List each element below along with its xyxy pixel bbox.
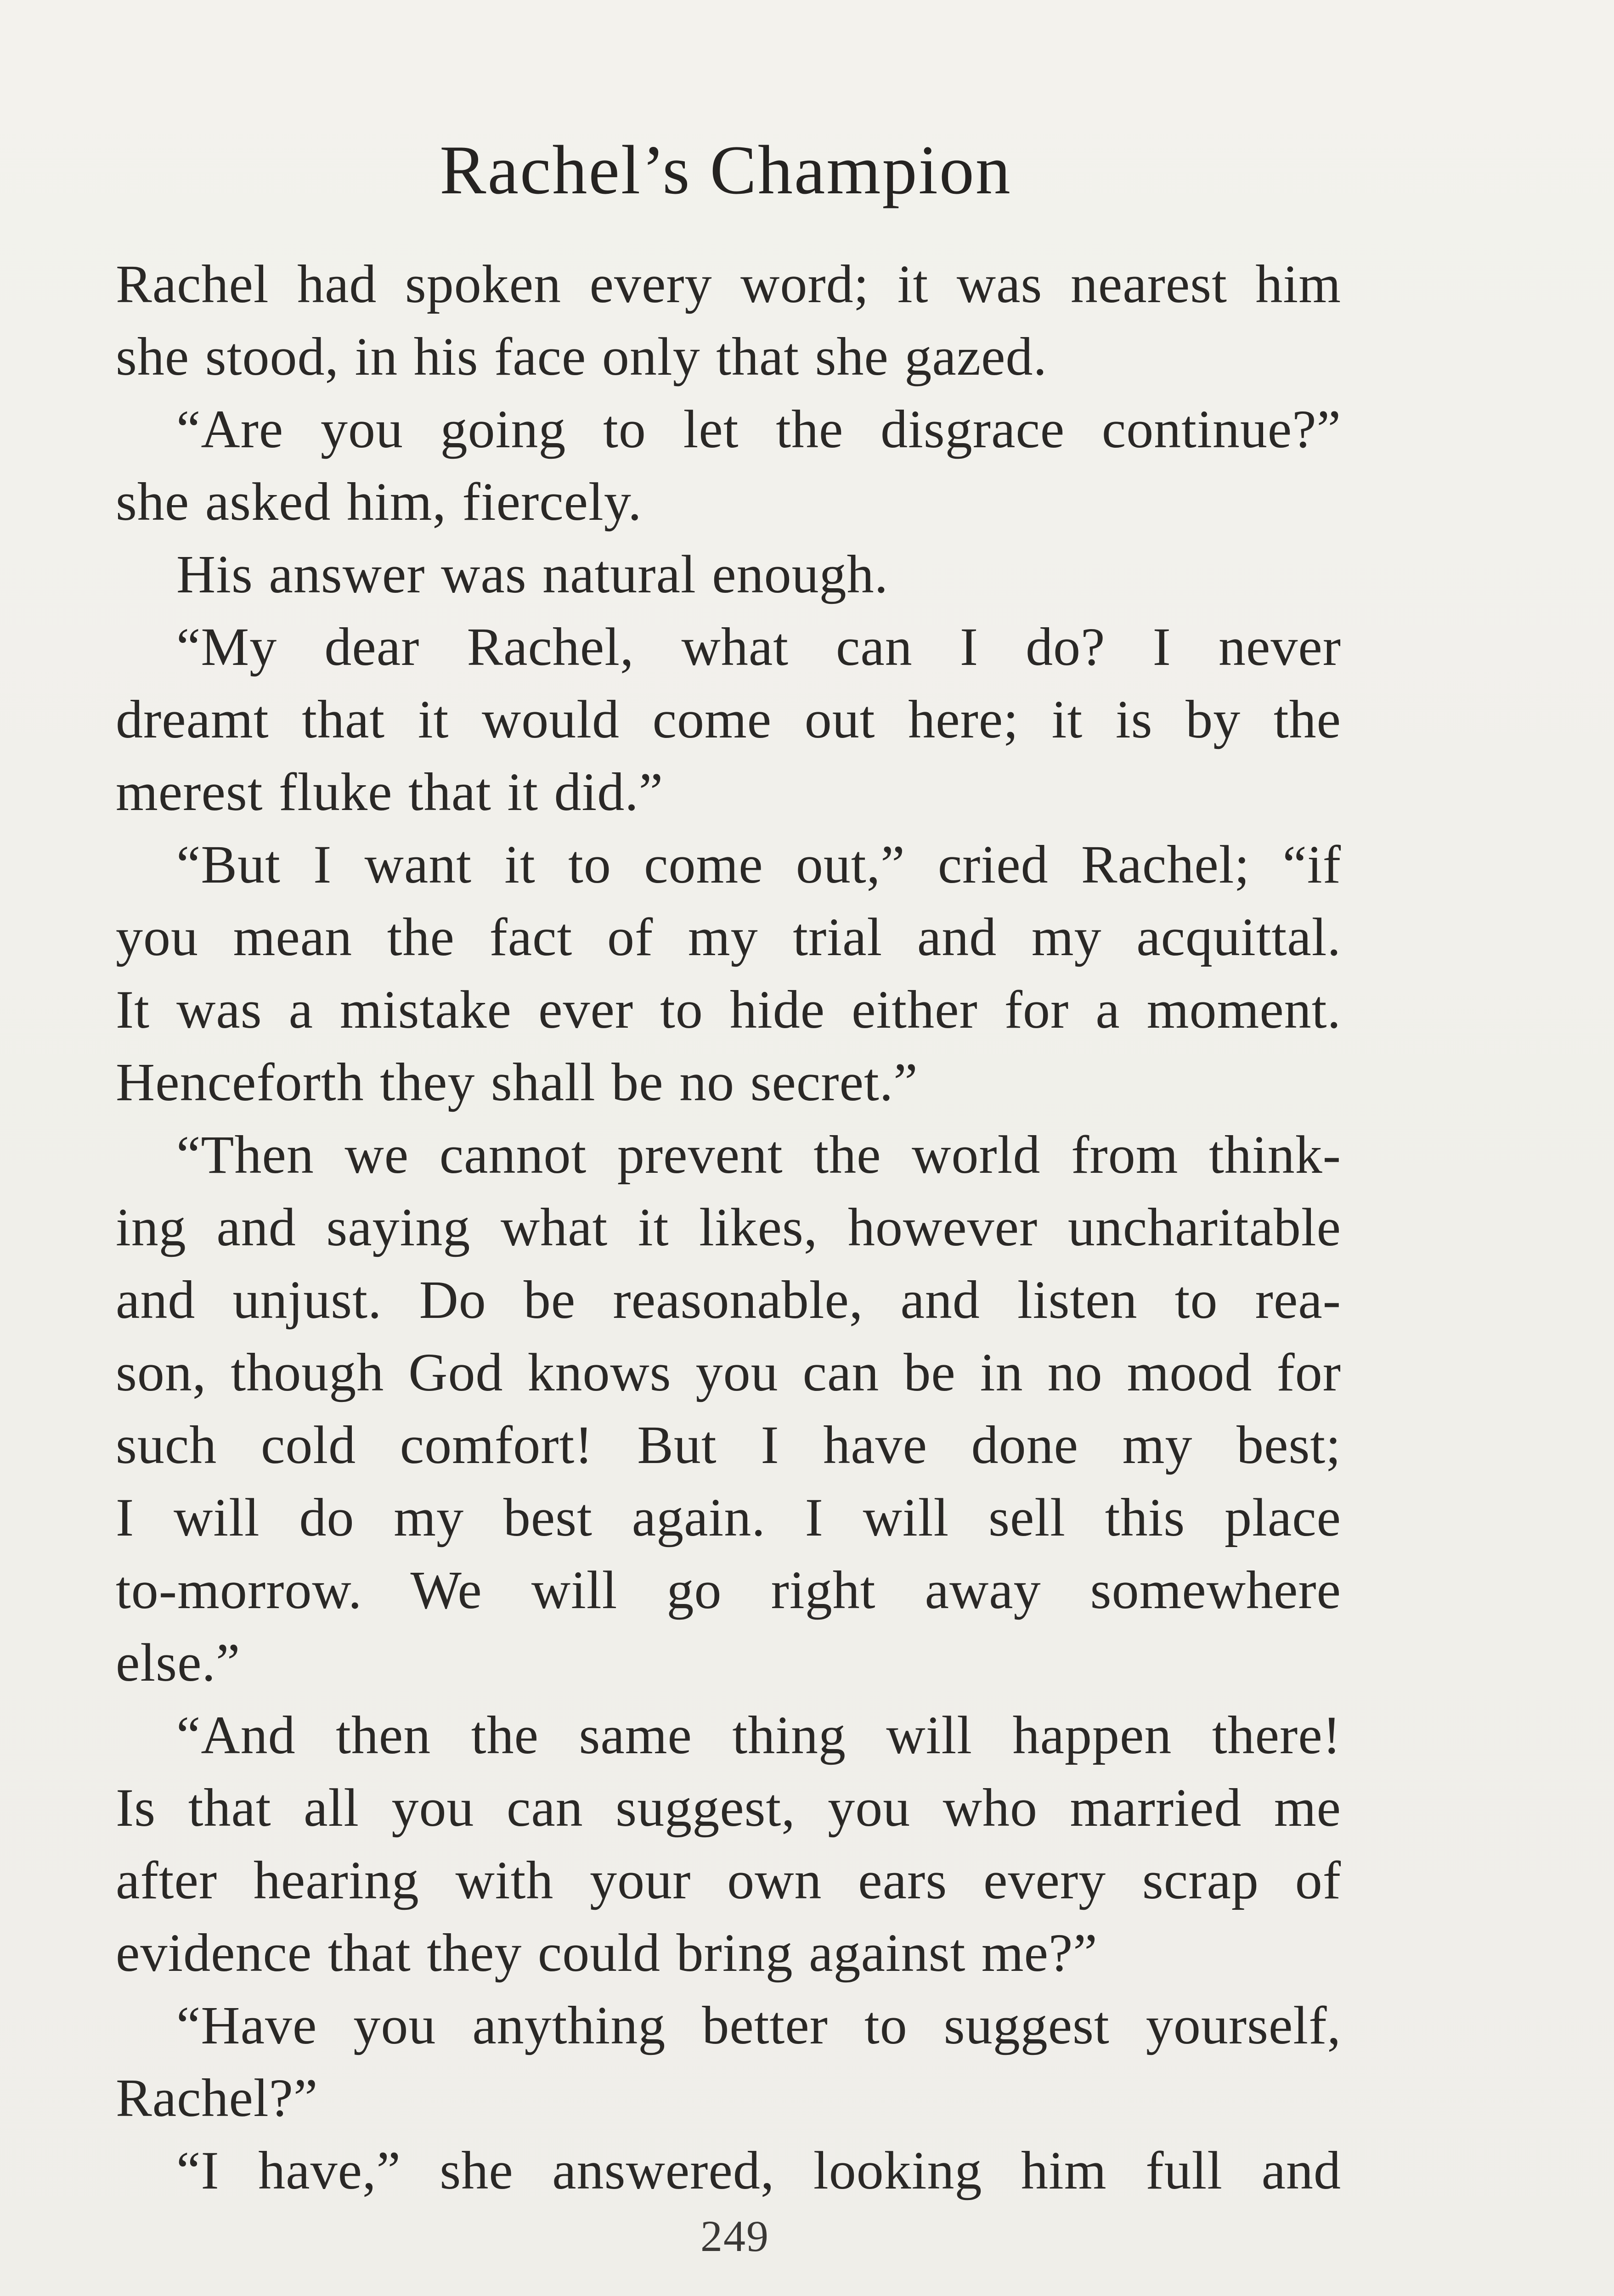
text-line: evidence that they could bring against me?”	[116, 1923, 1098, 1983]
text-line: she asked him, fiercely.	[116, 472, 642, 532]
text-line: she stood, in his face only that she gazed.	[116, 326, 1048, 387]
running-head-title: Rachel’s Champion	[440, 131, 1012, 208]
text-line: Henceforth they shall be no secret.”	[116, 1052, 918, 1112]
text-line: dreamt that it would come out here; it is by the	[116, 689, 1341, 749]
text-line: you mean the fact of my trial and my acquittal.	[116, 907, 1341, 967]
text-line: It was a mistake ever to hide either for a moment.	[116, 979, 1341, 1040]
text-line: to-morrow. We will go right away somewhere	[116, 1560, 1341, 1620]
text-line: Is that all you can suggest, you who married me	[116, 1778, 1341, 1838]
text-line: I will do my best again. I will sell this place	[116, 1487, 1341, 1548]
text-line: and unjust. Do be reasonable, and listen to rea-	[116, 1270, 1341, 1330]
text-line: His answer was natural enough.	[176, 544, 889, 604]
text-line: after hearing with your own ears every scrap of	[116, 1850, 1341, 1910]
text-line: “But I want it to come out,” cried Rachel; “if	[176, 834, 1341, 895]
text-line: “And then the same thing will happen there!	[176, 1705, 1341, 1765]
text-line: “Have you anything better to suggest yourself,	[176, 1995, 1341, 2055]
text-line: “My dear Rachel, what can I do? I never	[176, 617, 1341, 677]
text-line: Rachel had spoken every word; it was nearest him	[116, 254, 1341, 314]
text-line: “Then we cannot prevent the world from think-	[176, 1125, 1341, 1185]
body-text	[116, 248, 1341, 2207]
text-line: else.”	[116, 1632, 241, 1693]
text-line: “I have,” she answered, looking him full and	[176, 2140, 1341, 2200]
text-line: such cold comfort! But I have done my best;	[116, 1415, 1341, 1475]
page-number: 249	[700, 2212, 769, 2261]
text-line: ing and saying what it likes, however uncharitable	[116, 1197, 1341, 1257]
text-line: Rachel?”	[116, 2068, 318, 2128]
text-line: “Are you going to let the disgrace continue?”	[176, 399, 1341, 459]
text-line: merest fluke that it did.”	[116, 762, 664, 822]
text-line: son, though God knows you can be in no mood for	[116, 1342, 1341, 1402]
